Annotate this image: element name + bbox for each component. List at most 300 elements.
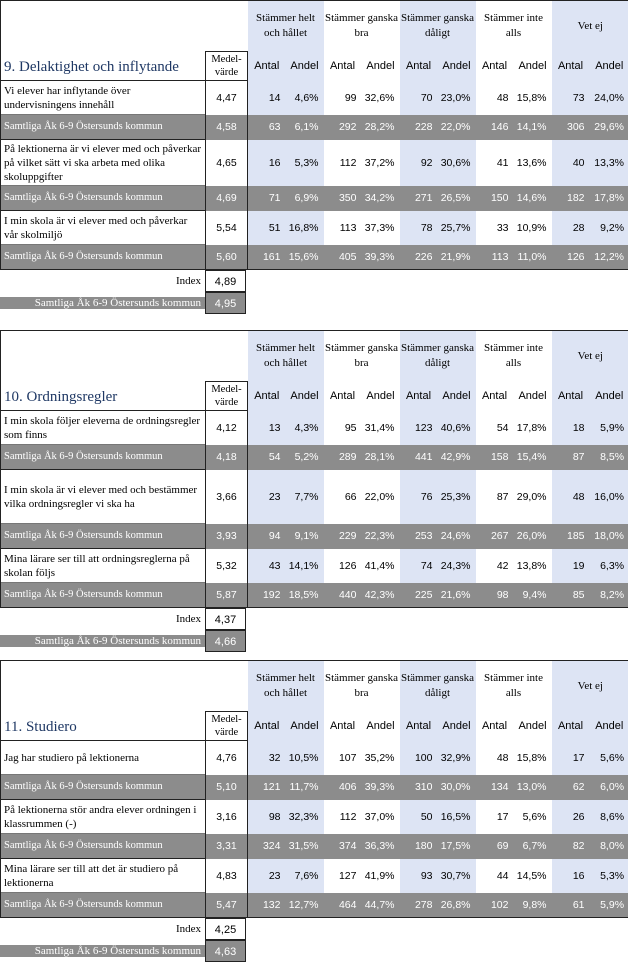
share-cell: 44,7% [362, 893, 400, 918]
count-cell: 464 [324, 893, 362, 918]
share-cell: 6,3% [590, 549, 628, 583]
count-cell: 123 [400, 411, 438, 445]
count-cell: 23 [248, 859, 286, 893]
share-cell: 7,6% [286, 859, 324, 893]
andel-header: Andel [438, 52, 476, 81]
question-row [1, 140, 628, 186]
section [0, 660, 628, 918]
count-cell: 100 [400, 741, 438, 775]
share-cell: 6,9% [286, 186, 324, 211]
index-reference-label: Samtliga Åk 6-9 Östersunds kommun [0, 635, 205, 647]
andel-header: Andel [438, 382, 476, 411]
andel-header: Andel [514, 52, 552, 81]
results-table [0, 0, 628, 270]
reference-row [1, 445, 628, 470]
share-cell: 14,6% [514, 186, 552, 211]
count-cell: 267 [476, 524, 514, 549]
share-cell: 16,5% [438, 800, 476, 834]
count-cell: 405 [324, 245, 362, 270]
count-cell: 161 [248, 245, 286, 270]
antal-header: Antal [248, 52, 286, 81]
share-cell: 29,6% [590, 115, 628, 140]
count-cell: 121 [248, 775, 286, 800]
count-cell: 113 [476, 245, 514, 270]
count-cell: 48 [552, 470, 590, 524]
column-header: Vet ej [552, 1, 628, 52]
mean-value: 5,10 [206, 775, 248, 800]
count-cell: 107 [324, 741, 362, 775]
count-cell: 310 [400, 775, 438, 800]
share-cell: 21,9% [438, 245, 476, 270]
antal-header: Antal [248, 712, 286, 741]
index-label: Index [0, 923, 205, 935]
share-cell: 40,6% [438, 411, 476, 445]
share-cell: 9,1% [286, 524, 324, 549]
count-cell: 33 [476, 211, 514, 245]
count-cell: 87 [552, 445, 590, 470]
count-cell: 42 [476, 549, 514, 583]
share-cell: 42,9% [438, 445, 476, 470]
antal-header: Antal [248, 382, 286, 411]
column-header: Stämmer inte alls [476, 661, 552, 712]
count-cell: 253 [400, 524, 438, 549]
column-header: Stämmer helt och hållet [248, 661, 324, 712]
share-cell: 15,8% [514, 741, 552, 775]
share-cell: 15,8% [514, 81, 552, 115]
count-cell: 16 [248, 140, 286, 186]
count-cell: 350 [324, 186, 362, 211]
share-cell: 16,8% [286, 211, 324, 245]
share-cell: 13,0% [514, 775, 552, 800]
section-title: 9. Delaktighet och inflytande [1, 1, 206, 81]
count-cell: 26 [552, 800, 590, 834]
count-cell: 292 [324, 115, 362, 140]
share-cell: 9,8% [514, 893, 552, 918]
question-row [1, 411, 628, 445]
share-cell: 5,3% [286, 140, 324, 186]
count-cell: 226 [400, 245, 438, 270]
index-value: 4,89 [205, 270, 246, 292]
andel-header: Andel [514, 712, 552, 741]
share-cell: 6,1% [286, 115, 324, 140]
share-cell: 9,2% [590, 211, 628, 245]
share-cell: 5,6% [590, 741, 628, 775]
count-cell: 180 [400, 834, 438, 859]
share-cell: 37,0% [362, 800, 400, 834]
column-header: Stämmer ganska bra [324, 661, 400, 712]
share-cell: 13,8% [514, 549, 552, 583]
share-cell: 26,8% [438, 893, 476, 918]
share-cell: 11,7% [286, 775, 324, 800]
count-cell: 102 [476, 893, 514, 918]
share-cell: 31,5% [286, 834, 324, 859]
mean-value: 5,47 [206, 893, 248, 918]
antal-header: Antal [400, 382, 438, 411]
share-cell: 24,6% [438, 524, 476, 549]
antal-header: Antal [476, 712, 514, 741]
mean-value: 5,60 [206, 245, 248, 270]
count-cell: 158 [476, 445, 514, 470]
count-cell: 225 [400, 583, 438, 608]
question-row [1, 211, 628, 245]
mean-header: Medel-värde [206, 382, 248, 411]
reference-label: Samtliga Åk 6-9 Östersunds kommun [1, 245, 206, 270]
share-cell: 14,1% [286, 549, 324, 583]
count-cell: 112 [324, 800, 362, 834]
count-cell: 73 [552, 81, 590, 115]
share-cell: 16,0% [590, 470, 628, 524]
question-row [1, 81, 628, 115]
share-cell: 42,3% [362, 583, 400, 608]
question-text: I min skola följer eleverna de ordningsregler som finns [1, 411, 206, 445]
andel-header: Andel [438, 712, 476, 741]
share-cell: 25,3% [438, 470, 476, 524]
column-header: Stämmer ganska dåligt [400, 331, 476, 382]
count-cell: 44 [476, 859, 514, 893]
count-cell: 374 [324, 834, 362, 859]
antal-header: Antal [476, 52, 514, 81]
reference-label: Samtliga Åk 6-9 Östersunds kommun [1, 186, 206, 211]
count-cell: 71 [248, 186, 286, 211]
count-cell: 441 [400, 445, 438, 470]
count-cell: 48 [476, 81, 514, 115]
question-text: Mina lärare ser till att ordningsreglerna på skolan följs [1, 549, 206, 583]
count-cell: 40 [552, 140, 590, 186]
count-cell: 99 [324, 81, 362, 115]
count-cell: 66 [324, 470, 362, 524]
count-cell: 146 [476, 115, 514, 140]
share-cell: 8,2% [590, 583, 628, 608]
share-cell: 23,0% [438, 81, 476, 115]
share-cell: 11,0% [514, 245, 552, 270]
count-cell: 132 [248, 893, 286, 918]
index-value: 4,37 [205, 608, 246, 630]
count-cell: 28 [552, 211, 590, 245]
antal-header: Antal [324, 712, 362, 741]
index-box [0, 918, 248, 962]
count-cell: 18 [552, 411, 590, 445]
count-cell: 289 [324, 445, 362, 470]
share-cell: 14,5% [514, 859, 552, 893]
count-cell: 54 [248, 445, 286, 470]
count-cell: 43 [248, 549, 286, 583]
share-cell: 37,2% [362, 140, 400, 186]
reference-row [1, 186, 628, 211]
share-cell: 15,6% [286, 245, 324, 270]
count-cell: 23 [248, 470, 286, 524]
count-cell: 74 [400, 549, 438, 583]
index-reference-value: 4,95 [205, 292, 246, 314]
question-row [1, 741, 628, 775]
mean-value: 4,47 [206, 81, 248, 115]
question-row [1, 800, 628, 834]
column-header: Vet ej [552, 331, 628, 382]
count-cell: 61 [552, 893, 590, 918]
share-cell: 5,9% [590, 411, 628, 445]
index-reference-value: 4,66 [205, 630, 246, 652]
index-box [0, 270, 248, 314]
share-cell: 4,6% [286, 81, 324, 115]
reference-row [1, 834, 628, 859]
count-cell: 62 [552, 775, 590, 800]
share-cell: 17,5% [438, 834, 476, 859]
antal-header: Antal [324, 52, 362, 81]
share-cell: 14,1% [514, 115, 552, 140]
antal-header: Antal [400, 712, 438, 741]
count-cell: 94 [248, 524, 286, 549]
share-cell: 12,2% [590, 245, 628, 270]
share-cell: 8,5% [590, 445, 628, 470]
index-reference-label: Samtliga Åk 6-9 Östersunds kommun [0, 297, 205, 309]
count-cell: 182 [552, 186, 590, 211]
share-cell: 41,9% [362, 859, 400, 893]
question-text: På lektionerna stör andra elever ordningen i klassrummen (-) [1, 800, 206, 834]
share-cell: 32,6% [362, 81, 400, 115]
question-text: I min skola är vi elever med och bestämmer vilka ordningsregler vi ska ha [1, 470, 206, 524]
reference-label: Samtliga Åk 6-9 Östersunds kommun [1, 893, 206, 918]
reference-row [1, 115, 628, 140]
share-cell: 22,3% [362, 524, 400, 549]
count-cell: 17 [552, 741, 590, 775]
results-table [0, 330, 628, 608]
share-cell: 29,0% [514, 470, 552, 524]
count-cell: 14 [248, 81, 286, 115]
count-cell: 19 [552, 549, 590, 583]
share-cell: 8,0% [590, 834, 628, 859]
andel-header: Andel [286, 712, 324, 741]
antal-header: Antal [476, 382, 514, 411]
share-cell: 26,0% [514, 524, 552, 549]
column-header: Stämmer helt och hållet [248, 1, 324, 52]
column-header: Stämmer ganska bra [324, 331, 400, 382]
reference-row [1, 775, 628, 800]
mean-value: 4,58 [206, 115, 248, 140]
mean-value: 4,69 [206, 186, 248, 211]
share-cell: 36,3% [362, 834, 400, 859]
mean-header: Medel-värde [206, 712, 248, 741]
share-cell: 5,6% [514, 800, 552, 834]
andel-header: Andel [590, 52, 628, 81]
column-header: Stämmer ganska dåligt [400, 661, 476, 712]
share-cell: 39,3% [362, 245, 400, 270]
count-cell: 98 [248, 800, 286, 834]
count-cell: 192 [248, 583, 286, 608]
question-row [1, 470, 628, 524]
question-text: Jag har studiero på lektionerna [1, 741, 206, 775]
share-cell: 13,6% [514, 140, 552, 186]
share-cell: 12,7% [286, 893, 324, 918]
mean-value: 4,18 [206, 445, 248, 470]
mean-value: 3,16 [206, 800, 248, 834]
question-row [1, 549, 628, 583]
share-cell: 26,5% [438, 186, 476, 211]
reference-label: Samtliga Åk 6-9 Östersunds kommun [1, 524, 206, 549]
count-cell: 229 [324, 524, 362, 549]
share-cell: 21,6% [438, 583, 476, 608]
column-header: Stämmer helt och hållet [248, 331, 324, 382]
count-cell: 69 [476, 834, 514, 859]
share-cell: 15,4% [514, 445, 552, 470]
section [0, 330, 628, 608]
antal-header: Antal [552, 52, 590, 81]
antal-header: Antal [324, 382, 362, 411]
share-cell: 10,5% [286, 741, 324, 775]
count-cell: 17 [476, 800, 514, 834]
count-cell: 95 [324, 411, 362, 445]
section-title: 10. Ordningsregler [1, 331, 206, 411]
share-cell: 41,4% [362, 549, 400, 583]
share-cell: 8,6% [590, 800, 628, 834]
mean-value: 4,76 [206, 741, 248, 775]
share-cell: 37,3% [362, 211, 400, 245]
andel-header: Andel [286, 52, 324, 81]
andel-header: Andel [590, 712, 628, 741]
count-cell: 150 [476, 186, 514, 211]
count-cell: 126 [324, 549, 362, 583]
antal-header: Antal [400, 52, 438, 81]
count-cell: 54 [476, 411, 514, 445]
share-cell: 30,7% [438, 859, 476, 893]
share-cell: 28,2% [362, 115, 400, 140]
share-cell: 22,0% [438, 115, 476, 140]
mean-value: 3,66 [206, 470, 248, 524]
reference-row [1, 893, 628, 918]
mean-value: 5,32 [206, 549, 248, 583]
count-cell: 112 [324, 140, 362, 186]
share-cell: 25,7% [438, 211, 476, 245]
count-cell: 134 [476, 775, 514, 800]
count-cell: 185 [552, 524, 590, 549]
count-cell: 85 [552, 583, 590, 608]
reference-row [1, 524, 628, 549]
question-text: Mina lärare ser till att det är studiero på lektionerna [1, 859, 206, 893]
count-cell: 51 [248, 211, 286, 245]
count-cell: 41 [476, 140, 514, 186]
share-cell: 5,2% [286, 445, 324, 470]
count-cell: 278 [400, 893, 438, 918]
question-text: På lektionerna är vi elever med och påverkar på vilket sätt vi ska arbeta med olika skoluppgifter [1, 140, 206, 186]
count-cell: 98 [476, 583, 514, 608]
share-cell: 17,8% [590, 186, 628, 211]
share-cell: 10,9% [514, 211, 552, 245]
mean-value: 5,87 [206, 583, 248, 608]
reference-label: Samtliga Åk 6-9 Östersunds kommun [1, 115, 206, 140]
share-cell: 32,3% [286, 800, 324, 834]
count-cell: 16 [552, 859, 590, 893]
share-cell: 28,1% [362, 445, 400, 470]
share-cell: 5,3% [590, 859, 628, 893]
results-table [0, 660, 628, 918]
reference-label: Samtliga Åk 6-9 Östersunds kommun [1, 775, 206, 800]
index-value: 4,25 [205, 918, 246, 940]
index-reference-value: 4,63 [205, 940, 246, 962]
share-cell: 18,5% [286, 583, 324, 608]
index-label: Index [0, 275, 205, 287]
share-cell: 9,4% [514, 583, 552, 608]
count-cell: 271 [400, 186, 438, 211]
share-cell: 22,0% [362, 470, 400, 524]
question-row [1, 859, 628, 893]
column-header: Stämmer inte alls [476, 1, 552, 52]
index-label: Index [0, 613, 205, 625]
count-cell: 78 [400, 211, 438, 245]
index-reference-label: Samtliga Åk 6-9 Östersunds kommun [0, 945, 205, 957]
count-cell: 127 [324, 859, 362, 893]
count-cell: 93 [400, 859, 438, 893]
count-cell: 82 [552, 834, 590, 859]
reference-row [1, 245, 628, 270]
count-cell: 126 [552, 245, 590, 270]
column-header: Vet ej [552, 661, 628, 712]
reference-label: Samtliga Åk 6-9 Östersunds kommun [1, 583, 206, 608]
share-cell: 39,3% [362, 775, 400, 800]
count-cell: 306 [552, 115, 590, 140]
reference-row [1, 583, 628, 608]
count-cell: 87 [476, 470, 514, 524]
count-cell: 48 [476, 741, 514, 775]
index-box [0, 608, 248, 652]
question-text: I min skola är vi elever med och påverkar vår skolmiljö [1, 211, 206, 245]
share-cell: 4,3% [286, 411, 324, 445]
section [0, 0, 628, 270]
andel-header: Andel [590, 382, 628, 411]
andel-header: Andel [362, 382, 400, 411]
andel-header: Andel [514, 382, 552, 411]
mean-value: 5,54 [206, 211, 248, 245]
mean-value: 4,65 [206, 140, 248, 186]
andel-header: Andel [362, 52, 400, 81]
share-cell: 31,4% [362, 411, 400, 445]
share-cell: 13,3% [590, 140, 628, 186]
mean-value: 4,83 [206, 859, 248, 893]
count-cell: 50 [400, 800, 438, 834]
share-cell: 17,8% [514, 411, 552, 445]
andel-header: Andel [362, 712, 400, 741]
count-cell: 63 [248, 115, 286, 140]
share-cell: 6,7% [514, 834, 552, 859]
count-cell: 92 [400, 140, 438, 186]
count-cell: 440 [324, 583, 362, 608]
share-cell: 35,2% [362, 741, 400, 775]
share-cell: 5,9% [590, 893, 628, 918]
share-cell: 6,0% [590, 775, 628, 800]
share-cell: 30,0% [438, 775, 476, 800]
count-cell: 406 [324, 775, 362, 800]
share-cell: 32,9% [438, 741, 476, 775]
share-cell: 34,2% [362, 186, 400, 211]
count-cell: 70 [400, 81, 438, 115]
column-header: Stämmer inte alls [476, 331, 552, 382]
question-text: Vi elever har inflytande över undervisningens innehåll [1, 81, 206, 115]
count-cell: 32 [248, 741, 286, 775]
section-title: 11. Studiero [1, 661, 206, 741]
mean-header: Medel-värde [206, 52, 248, 81]
column-header: Stämmer ganska bra [324, 1, 400, 52]
antal-header: Antal [552, 382, 590, 411]
andel-header: Andel [286, 382, 324, 411]
count-cell: 76 [400, 470, 438, 524]
share-cell: 24,0% [590, 81, 628, 115]
column-header: Stämmer ganska dåligt [400, 1, 476, 52]
share-cell: 7,7% [286, 470, 324, 524]
count-cell: 113 [324, 211, 362, 245]
share-cell: 24,3% [438, 549, 476, 583]
reference-label: Samtliga Åk 6-9 Östersunds kommun [1, 834, 206, 859]
mean-value: 3,31 [206, 834, 248, 859]
mean-value: 4,12 [206, 411, 248, 445]
reference-label: Samtliga Åk 6-9 Östersunds kommun [1, 445, 206, 470]
count-cell: 324 [248, 834, 286, 859]
